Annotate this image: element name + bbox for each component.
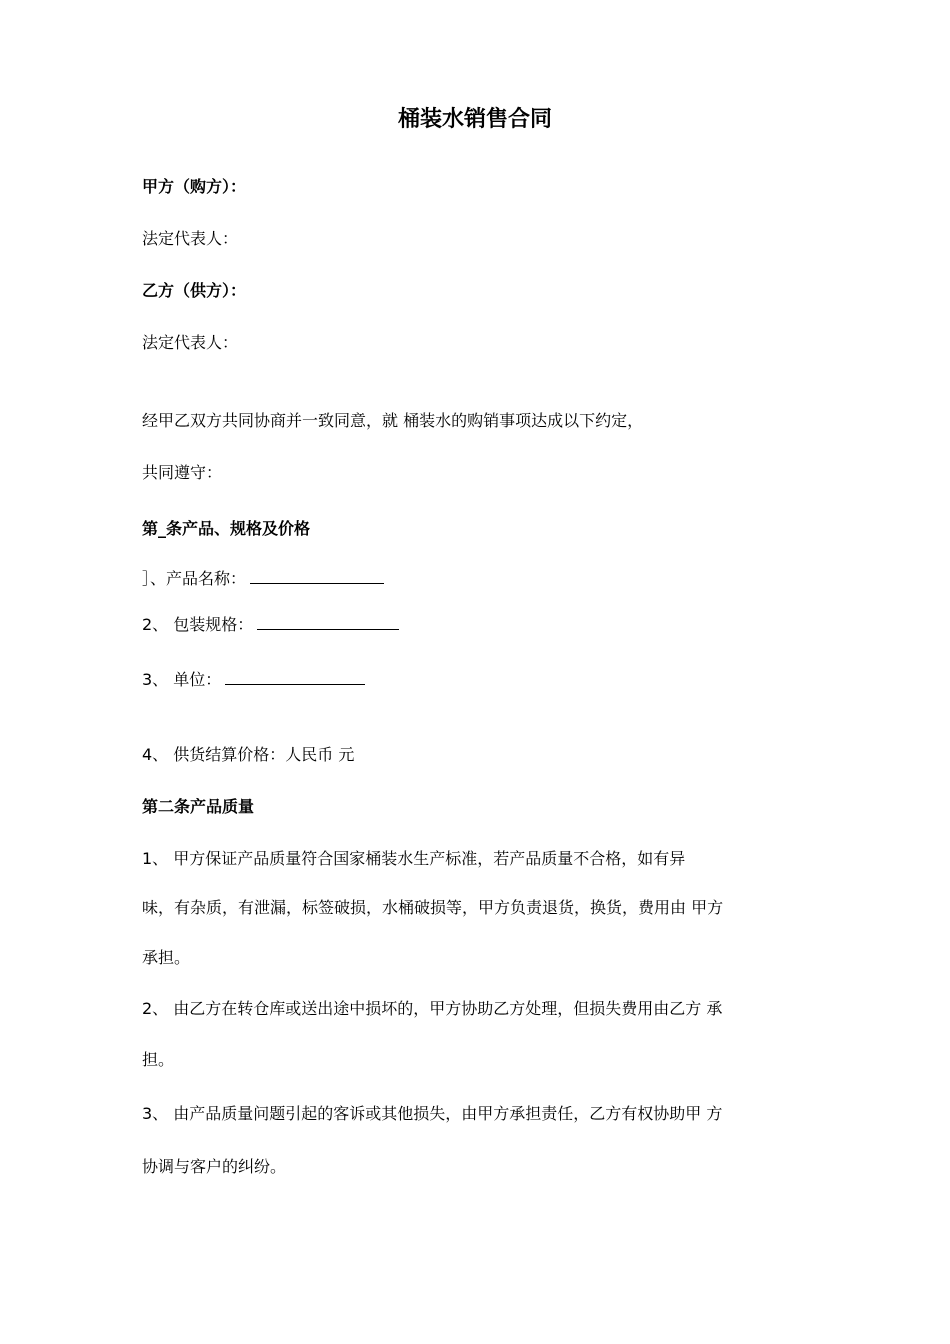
article-2-p3-line-2: 协调与客户的纠纷。 — [142, 1157, 287, 1176]
article-1-item-2 — [142, 613, 399, 635]
party-a-representative: 法定代表人： — [142, 229, 239, 248]
article-2-p2-line-1: 2、 由乙方在转仓库或送出途中损坏的，甲方协助乙方处理，但损失费用由乙方 承 — [142, 999, 723, 1018]
article-2-p1-line-1: 1、 甲方保证产品质量符合国家桶装水生产标准，若产品质量不合格，如有异 — [142, 849, 686, 868]
article-2-p3-line-1: 3、 由产品质量问题引起的客诉或其他损失，由甲方承担责任，乙方有权协助甲 方 — [142, 1104, 723, 1123]
party-b-representative: 法定代表人： — [142, 333, 239, 352]
package-spec-label: 2、 包装规格： — [142, 615, 254, 634]
unit-blank — [225, 668, 365, 685]
article-2-heading: 第二条产品质量 — [142, 797, 255, 816]
party-b-label: 乙方（供方）： — [142, 281, 247, 300]
unit-label: 3、 单位： — [142, 670, 222, 689]
article-2-p1-line-2: 味，有杂质，有泄漏，标签破损，水桶破损等，甲方负责退货，换货，费用由 甲方 — [142, 898, 724, 917]
article-1-heading: 第_条产品、规格及价格 — [142, 519, 311, 538]
article-2-p2-line-2: 担。 — [142, 1050, 175, 1069]
package-spec-blank — [257, 613, 399, 630]
article-1-item-1 — [142, 567, 384, 589]
product-name-label: ］、产品名称： — [142, 569, 247, 588]
product-name-blank — [250, 567, 384, 584]
document-title: 桶装水销售合同 — [397, 107, 552, 132]
article-2-p1-line-3: 承担。 — [142, 948, 191, 967]
party-a-label: 甲方（购方）： — [142, 177, 247, 196]
article-1-item-4: 4、 供货结算价格：人民币 元 — [142, 745, 355, 764]
article-1-item-3 — [142, 668, 365, 690]
intro-line-1: 经甲乙双方共同协商并一致同意，就 桶装水的购销事项达成以下约定， — [142, 411, 644, 430]
intro-line-2: 共同遵守： — [142, 463, 223, 482]
